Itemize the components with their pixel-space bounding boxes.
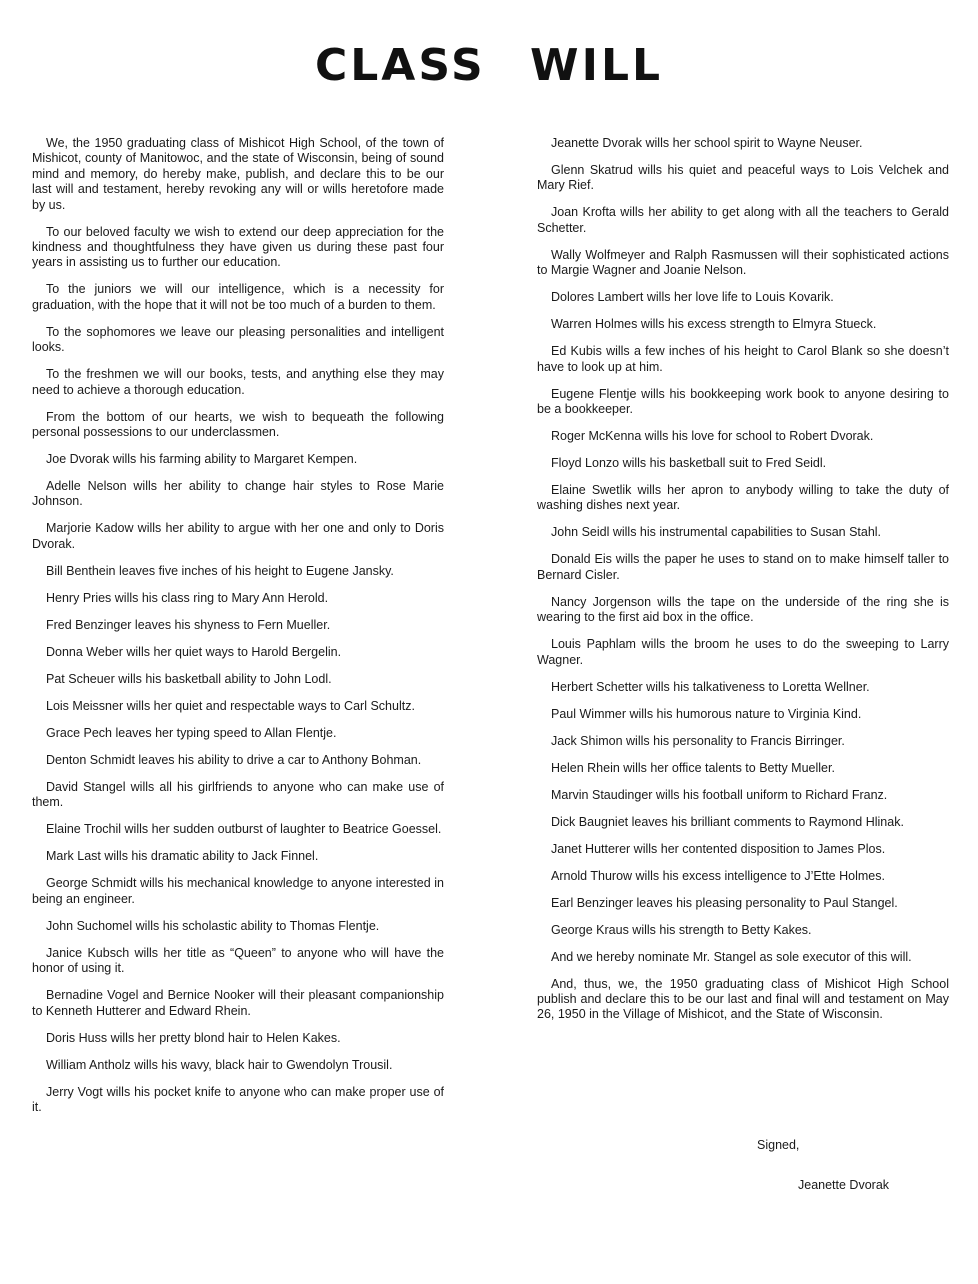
- paragraph: George Kraus wills his strength to Betty Kakes.: [551, 922, 812, 937]
- paragraph: Mark Last wills his dramatic ability to Jack Finnel.: [46, 849, 319, 864]
- paragraph: Bill Benthein leaves five inches of his height to Eugene Jansky.: [46, 563, 394, 578]
- paragraph: Jack Shimon wills his personality to Francis Birringer.: [551, 733, 845, 748]
- paragraph: Janet Hutterer wills her contented disposition to James Plos.: [551, 841, 886, 856]
- paragraph: Marjorie Kadow wills her ability to argue with her one and only to Doris Dvorak.: [32, 521, 444, 551]
- paragraph: Grace Pech leaves her typing speed to Allan Flentje.: [46, 725, 337, 740]
- paragraph: Fred Benzinger leaves his shyness to Fern Mueller.: [46, 617, 331, 632]
- paragraph: John Seidl wills his instrumental capabilities to Susan Stahl.: [551, 525, 882, 540]
- paragraph: To the freshmen we will our books, tests, and anything else they may need to achieve a thorough education.: [32, 367, 444, 397]
- paragraph: Earl Benzinger leaves his pleasing personality to Paul Stangel.: [551, 895, 898, 910]
- paragraph: Joan Krofta wills her ability to get along with all the teachers to Gerald Schetter.: [537, 205, 949, 235]
- paragraph: William Antholz wills his wavy, black hair to Gwendolyn Trousil.: [46, 1057, 393, 1072]
- paragraph: And, thus, we, the 1950 graduating class of Mishicot High School publish and declare this to be our last and final will and testament on May 26, 1950 in the Village of Mishicot, and the State of Wisconsin.: [537, 976, 949, 1022]
- paragraph: Glenn Skatrud wills his quiet and peaceful ways to Lois Velchek and Mary Rief.: [537, 163, 949, 193]
- paragraph: Louis Paphlam wills the broom he uses to do the sweeping to Larry Wagner.: [537, 637, 949, 667]
- paragraph: Marvin Staudinger wills his football uniform to Richard Franz.: [551, 787, 888, 802]
- paragraph: Bernadine Vogel and Bernice Nooker will their pleasant companionship to Kenneth Hutterer and Edward Rhein.: [32, 988, 444, 1018]
- paragraph: Jerry Vogt wills his pocket knife to anyone who can make proper use of it.: [32, 1084, 444, 1114]
- page-title: CLASS WILL: [314, 40, 664, 91]
- paragraph: Arnold Thurow wills his excess intelligence to J’Ette Holmes.: [551, 868, 885, 883]
- paragraph: Donna Weber wills her quiet ways to Harold Bergelin.: [46, 644, 342, 659]
- signed-label: Signed,: [757, 1138, 800, 1152]
- paragraph: We, the 1950 graduating class of Mishicot High School, of the town of Mishicot, county of Manitowoc, and the state of Wisconsin, being of sound mind and memory, do hereby make, publish, and declare this to be our last will and testament, hereby revoking any will or wills heretofore made by us.: [32, 136, 444, 212]
- paragraph: Floyd Lonzo wills his basketball suit to Fred Seidl.: [551, 456, 827, 471]
- paragraph: Elaine Swetlik wills her apron to anybody willing to take the duty of washing dishes next year.: [537, 483, 949, 513]
- paragraph: Denton Schmidt leaves his ability to drive a car to Anthony Bohman.: [46, 752, 422, 767]
- paragraph: Elaine Trochil wills her sudden outburst of laughter to Beatrice Goessel.: [46, 822, 442, 837]
- paragraph: Pat Scheuer wills his basketball ability to John Lodl.: [46, 671, 332, 686]
- paragraph: Janice Kubsch wills her title as “Queen” to anyone who will have the honor of using it.: [32, 945, 444, 976]
- paragraph: Nancy Jorgenson wills the tape on the underside of the ring she is wearing to the first aid box in the office.: [537, 594, 949, 625]
- paragraph: Joe Dvorak wills his farming ability to Margaret Kempen.: [46, 452, 358, 467]
- paragraph: Adelle Nelson wills her ability to change hair styles to Rose Marie Johnson.: [32, 479, 444, 509]
- paragraph: Wally Wolfmeyer and Ralph Rasmussen will their sophisticated actions to Margie Wagner and Joanie Nelson.: [537, 247, 949, 278]
- signer-name: Jeanette Dvorak: [798, 1178, 890, 1192]
- right-column: [537, 136, 949, 1034]
- paragraph: Henry Pries wills his class ring to Mary Ann Herold.: [46, 590, 329, 605]
- paragraph: John Suchomel wills his scholastic ability to Thomas Flentje.: [46, 918, 380, 933]
- paragraph: To the sophomores we leave our pleasing personalities and intelligent looks.: [32, 324, 444, 355]
- paragraph: Doris Huss wills her pretty blond hair to Helen Kakes.: [46, 1030, 341, 1045]
- paragraph: Herbert Schetter wills his talkativeness to Loretta Wellner.: [551, 679, 870, 694]
- paragraph: Jeanette Dvorak wills her school spirit to Wayne Neuser.: [551, 136, 863, 150]
- paragraph: Ed Kubis wills a few inches of his height to Carol Blank so she doesn’t have to look up at him.: [537, 344, 949, 374]
- paragraph: And we hereby nominate Mr. Stangel as sole executor of this will.: [551, 949, 912, 964]
- paragraph: To the juniors we will our intelligence, which is a necessity for graduation, with the hope that it will not be too much of a burden to them.: [32, 282, 444, 312]
- paragraph: From the bottom of our hearts, we wish to bequeath the following personal possessions to our underclassmen.: [32, 409, 444, 440]
- paragraph: Dick Baugniet leaves his brilliant comments to Raymond Hlinak.: [551, 814, 904, 829]
- paragraph: George Schmidt wills his mechanical knowledge to anyone interested in being an engineer.: [32, 876, 444, 906]
- paragraph: To our beloved faculty we wish to extend our deep appreciation for the kindness and thoughtfulness they have given us during these past four years in assisting us to further our education.: [32, 224, 444, 270]
- paragraph: Warren Holmes wills his excess strength to Elmyra Stueck.: [551, 317, 877, 332]
- paragraph: Eugene Flentje wills his bookkeeping work book to anyone desiring to be a bookkeeper.: [537, 386, 949, 417]
- paragraph: Helen Rhein wills her office talents to Betty Mueller.: [551, 760, 835, 775]
- left-column: [32, 136, 444, 1127]
- paragraph: Donald Eis wills the paper he uses to stand on to make himself taller to Bernard Cisler.: [537, 552, 949, 582]
- paragraph: Paul Wimmer wills his humorous nature to Virginia Kind.: [551, 706, 862, 721]
- paragraph: Lois Meissner wills her quiet and respectable ways to Carl Schultz.: [46, 698, 415, 713]
- paragraph: Dolores Lambert wills her love life to Louis Kovarik.: [551, 290, 834, 305]
- paragraph: Roger McKenna wills his love for school to Robert Dvorak.: [551, 429, 874, 444]
- paragraph: David Stangel wills all his girlfriends to anyone who can make use of them.: [32, 779, 444, 810]
